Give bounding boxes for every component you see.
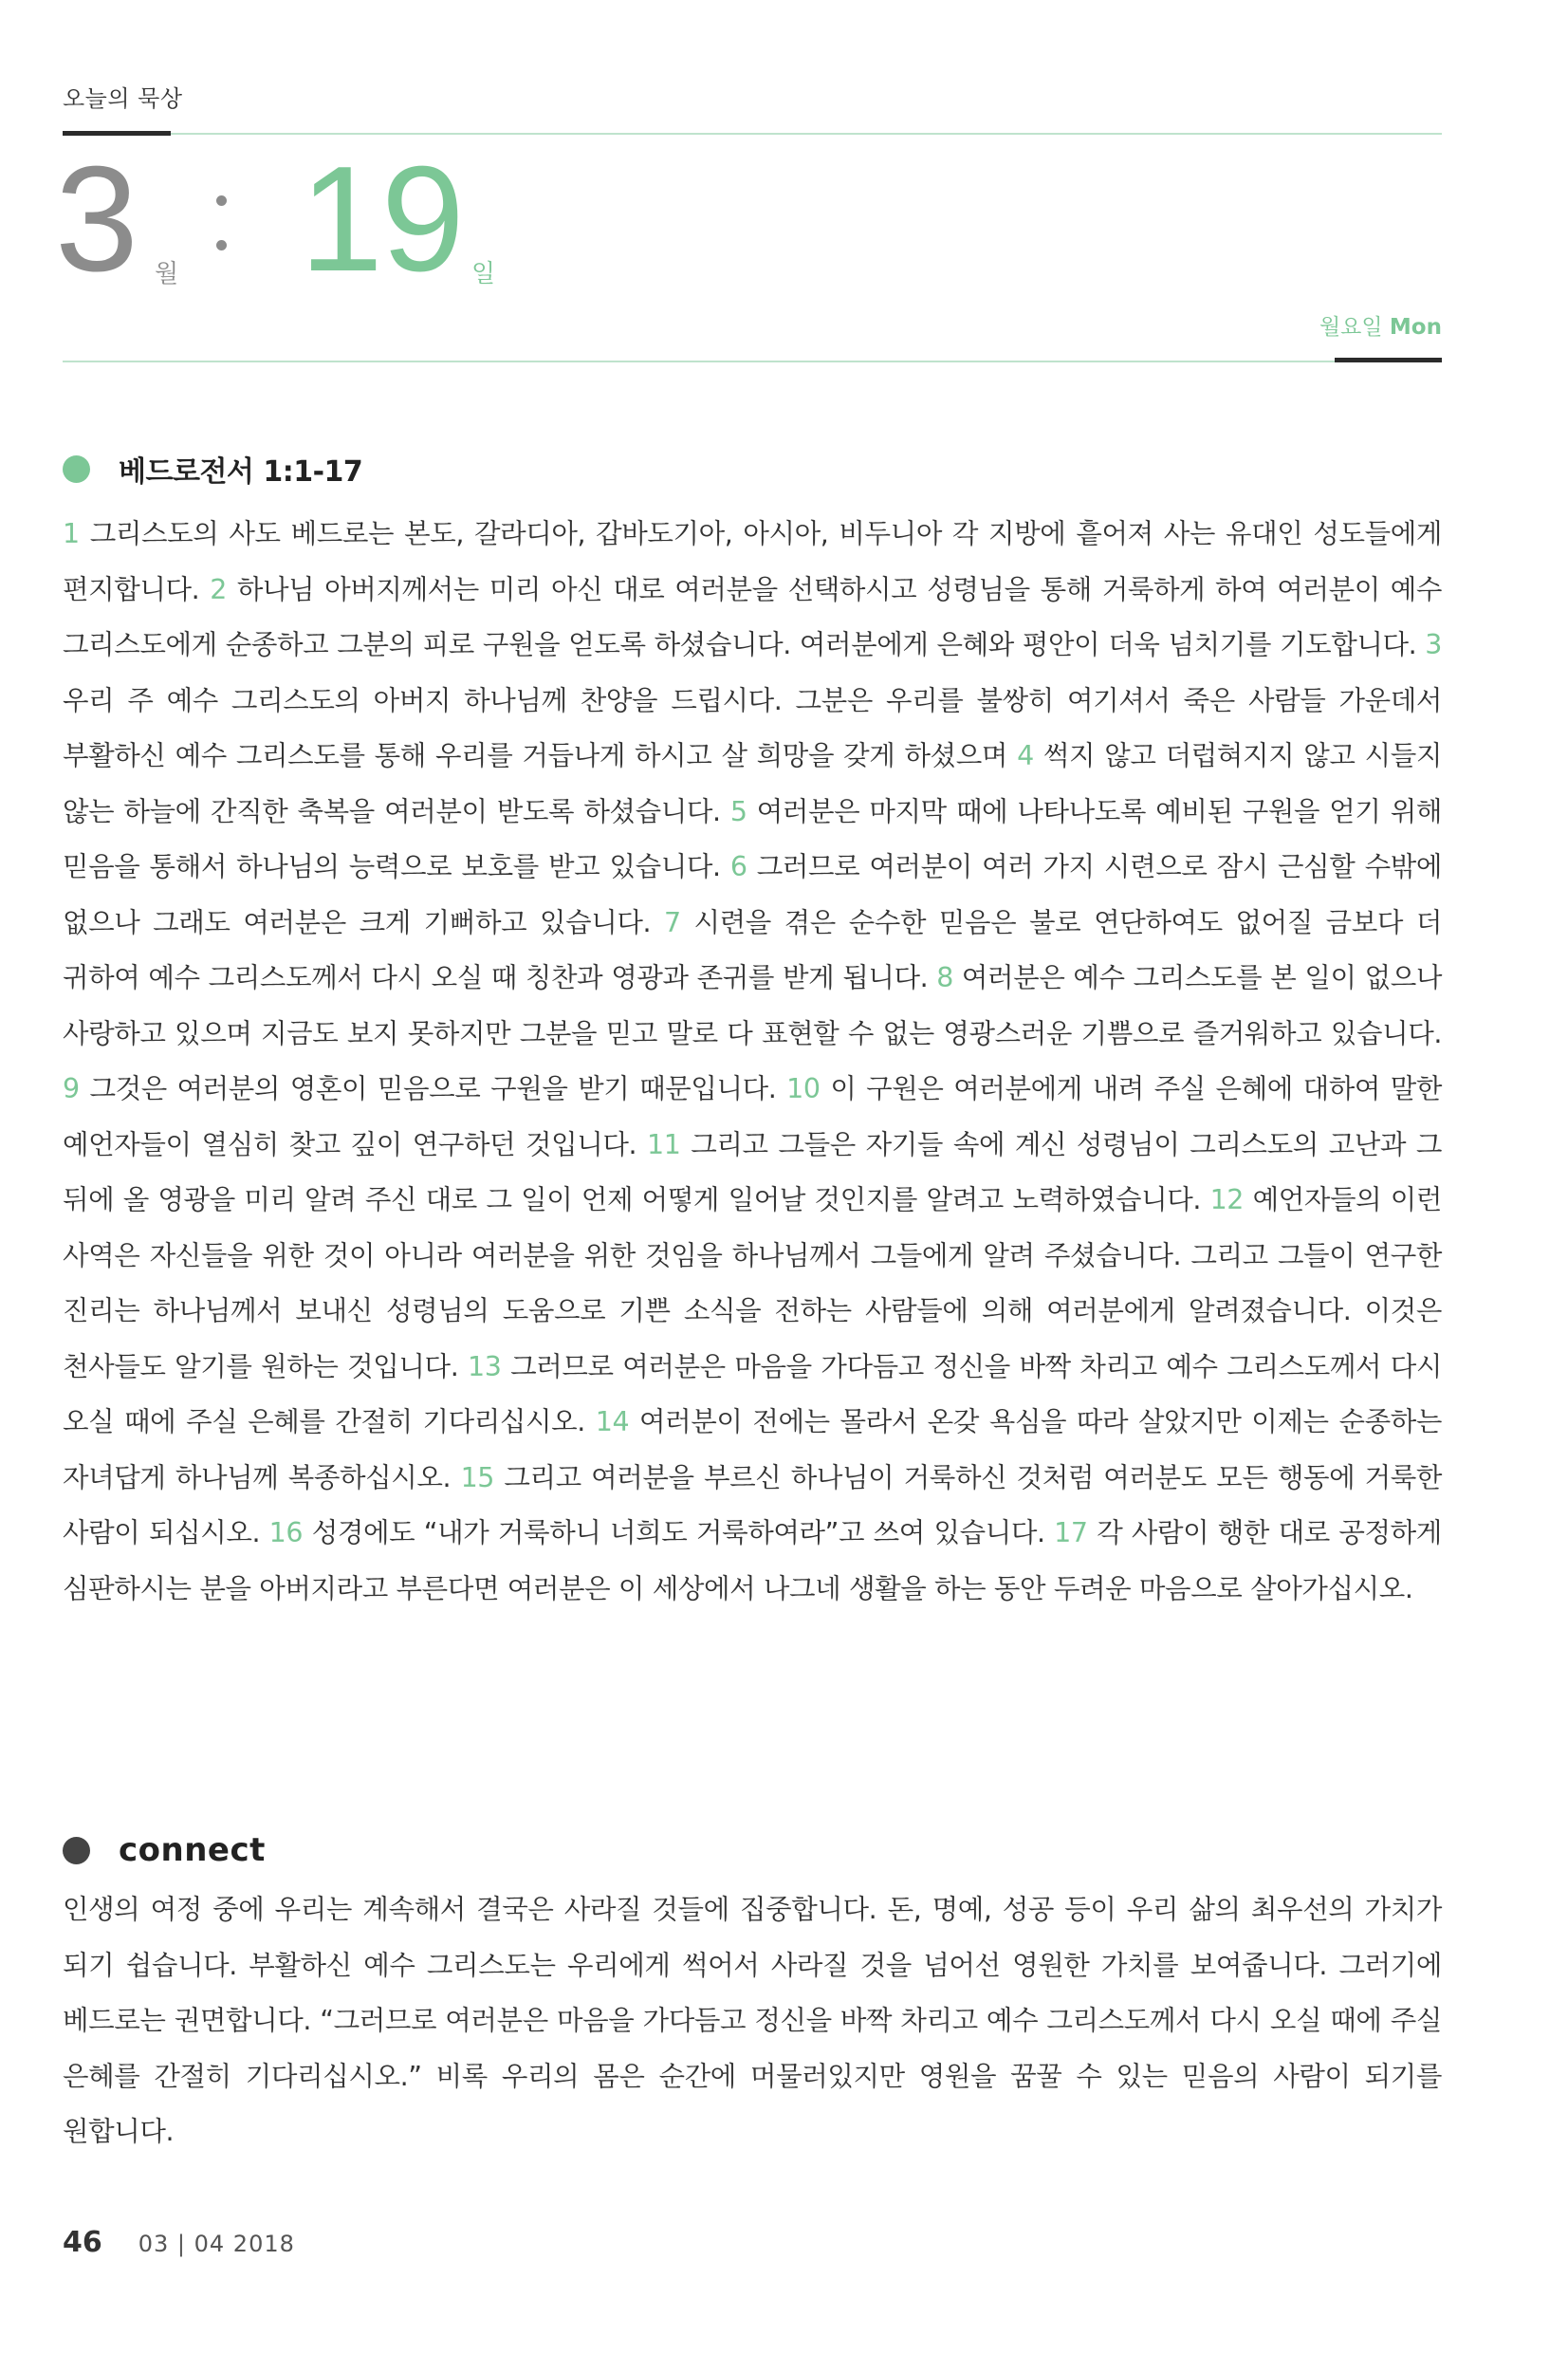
verse-text: 썩지 않고 더럽혀지지 않고 시들지 않는 하늘에 간직한 축복을 여러분이 받도록 하셨습니다. [63, 740, 1442, 827]
verse-text: 이 구원은 여러분에게 내려 주실 은혜에 대하여 말한 예언자들이 열심히 찾고 깊이 연구하던 것입니다. [63, 1073, 1442, 1160]
verse-number: 6 [729, 851, 747, 882]
scripture-passage [63, 507, 1442, 1617]
verse-text: 우리 주 예수 그리스도의 아버지 하나님께 찬양을 드립시다. 그분은 우리를 불쌍히 여기셔서 죽은 사람들 가운데서 부활하신 예수 그리스도를 통해 우리를 거듭나게 하시고 살 희망을 갖게 하셨으며 [63, 684, 1442, 771]
weekday-label [1319, 309, 1442, 341]
weekday-kr: 월요일 [1319, 315, 1383, 340]
verse-number: 7 [663, 906, 681, 938]
weekday-en: Mon [1389, 315, 1442, 340]
verse-number: 12 [1209, 1184, 1245, 1215]
verse-number: 9 [63, 1073, 80, 1104]
section-label: 오늘의 묵상 [63, 85, 183, 112]
scripture-title: 베드로전서 1:1-17 [119, 455, 363, 489]
verse-number: 3 [1425, 629, 1442, 660]
verse-number: 14 [595, 1406, 630, 1437]
connect-heading [63, 1831, 266, 1869]
scripture-heading [63, 448, 362, 490]
verse-number: 16 [268, 1517, 304, 1548]
issue-date: 03 | 04 2018 [138, 2231, 295, 2257]
verse-number: 11 [647, 1128, 681, 1160]
verse-number: 8 [936, 962, 953, 993]
page-number: 46 [63, 2226, 102, 2259]
header-bottom-rule [63, 361, 1442, 362]
verse-text: 그러므로 여러분이 여러 가지 시련으로 잠시 근심할 수밖에 없으나 그래도 여러분은 크게 기뻐하고 있습니다. [63, 851, 1442, 938]
verse-text: 그리스도의 사도 베드로는 본도, 갈라디아, 갑바도기아, 아시아, 비두니아 각 지방에 흩어져 사는 유대인 성도들에게 편지합니다. [63, 518, 1442, 605]
verse-text: 여러분은 마지막 때에 나타나도록 예비된 구원을 얻기 위해 믿음을 통해서 하나님의 능력으로 보호를 받고 있습니다. [63, 795, 1442, 882]
verse-text: 하나님 아버지께서는 미리 아신 대로 여러분을 선택하시고 성령님을 통해 거룩하게 하여 여러분이 예수 그리스도에게 순종하고 그분의 피로 구원을 얻도록 하셨습니다. 여러분에게 은혜와 평안이 더욱 넘치기를 기도합니다. [63, 573, 1442, 660]
verse-number: 1 [63, 518, 80, 549]
date-month-unit: 월 [155, 260, 179, 288]
verse-number: 10 [786, 1073, 821, 1104]
verse-text: 그리고 그들은 자기들 속에 계신 성령님이 그리스도의 고난과 그 뒤에 올 영광을 미리 알려 주신 대로 그 일이 언제 어떻게 일어날 것인지를 알려고 노력하였습니다. [63, 1128, 1442, 1215]
verse-number: 13 [467, 1350, 502, 1382]
verse-text: 여러분이 전에는 몰라서 온갖 욕심을 따라 살았지만 이제는 순종하는 자녀답게 하나님께 복종하십시오. [63, 1406, 1442, 1493]
dark-bullet-icon [63, 1837, 90, 1864]
verse-text: 그리고 여러분을 부르신 하나님이 거룩하신 것처럼 여러분도 모든 행동에 거룩한 사람이 되십시오. [63, 1461, 1442, 1548]
header-top-rule [171, 133, 1442, 135]
weekday-underline [1335, 358, 1442, 362]
verse-text: 예언자들의 이런 사역은 자신들을 위한 것이 아니라 여러분을 위한 것임을 하나님께서 그들에게 알려 주셨습니다. 그리고 그들이 연구한 진리는 하나님께서 보내신 성령님의 도움으로 기쁜 소식을 전하는 사람들에 의해 여러분에게 알려졌습니다. 이것은 천사들도 알기를 원하는 것입니다. [63, 1184, 1442, 1382]
verse-text: 그러므로 여러분은 마음을 가다듬고 정신을 바짝 차리고 예수 그리스도께서 다시 오실 때에 주실 은혜를 간절히 기다리십시오. [63, 1350, 1442, 1437]
connect-title: connect [119, 1831, 266, 1869]
verse-number: 17 [1054, 1517, 1088, 1548]
verse-text: 시련을 겪은 순수한 믿음은 불로 연단하여도 없어질 금보다 더 귀하여 예수 그리스도께서 다시 오실 때 칭찬과 영광과 존귀를 받게 됩니다. [63, 906, 1442, 993]
verse-text: 그것은 여러분의 영혼이 믿음으로 구원을 받기 때문입니다. [89, 1073, 777, 1104]
page-footer [63, 2226, 295, 2259]
date-day: 19 [300, 136, 463, 303]
date-separator-colon [216, 195, 227, 285]
verse-number: 4 [1017, 740, 1034, 771]
date-day-unit: 일 [471, 260, 496, 288]
verse-number: 2 [210, 573, 227, 605]
verse-number: 5 [729, 795, 747, 827]
verse-text: 성경에도 “내가 거룩하니 너희도 거룩하여라”고 쓰여 있습니다. [311, 1517, 1045, 1548]
verse-text: 여러분은 예수 그리스도를 본 일이 없으나 사랑하고 있으며 지금도 보지 못하지만 그분을 믿고 말로 다 표현할 수 없는 영광스러운 기쁨으로 즐거워하고 있습니다. [63, 962, 1442, 1049]
verse-number: 15 [460, 1461, 495, 1493]
date-month: 3 [55, 136, 138, 303]
verse-text: 각 사람이 행한 대로 공정하게 심판하시는 분을 아버지라고 부른다면 여러분은 이 세상에서 나그네 생활을 하는 동안 두려운 마음으로 살아가십시오. [63, 1517, 1442, 1604]
green-bullet-icon [63, 455, 90, 483]
connect-paragraph: 인생의 여정 중에 우리는 계속해서 결국은 사라질 것들에 집중합니다. 돈, 명예, 성공 등이 우리 삶의 최우선의 가치가 되기 쉽습니다. 부활하신 예수 그리스도는 우리에게 썩어서 사라질 것을 넘어선 영원한 가치를 보여줍니다. 그러기에 베드로는 권면합니다. “그러므로 여러분은 마음을 가다듬고 정신을 바짝 차리고 예수 그리스도께서 다시 오실 때에 주실 은혜를 간절히 기다리십시오.” 비록 우리의 몸은 순간에 머물러있지만 영원을 꿈꿀 수 있는 믿음의 사람이 되기를 원합니다. [63, 1894, 1442, 2147]
